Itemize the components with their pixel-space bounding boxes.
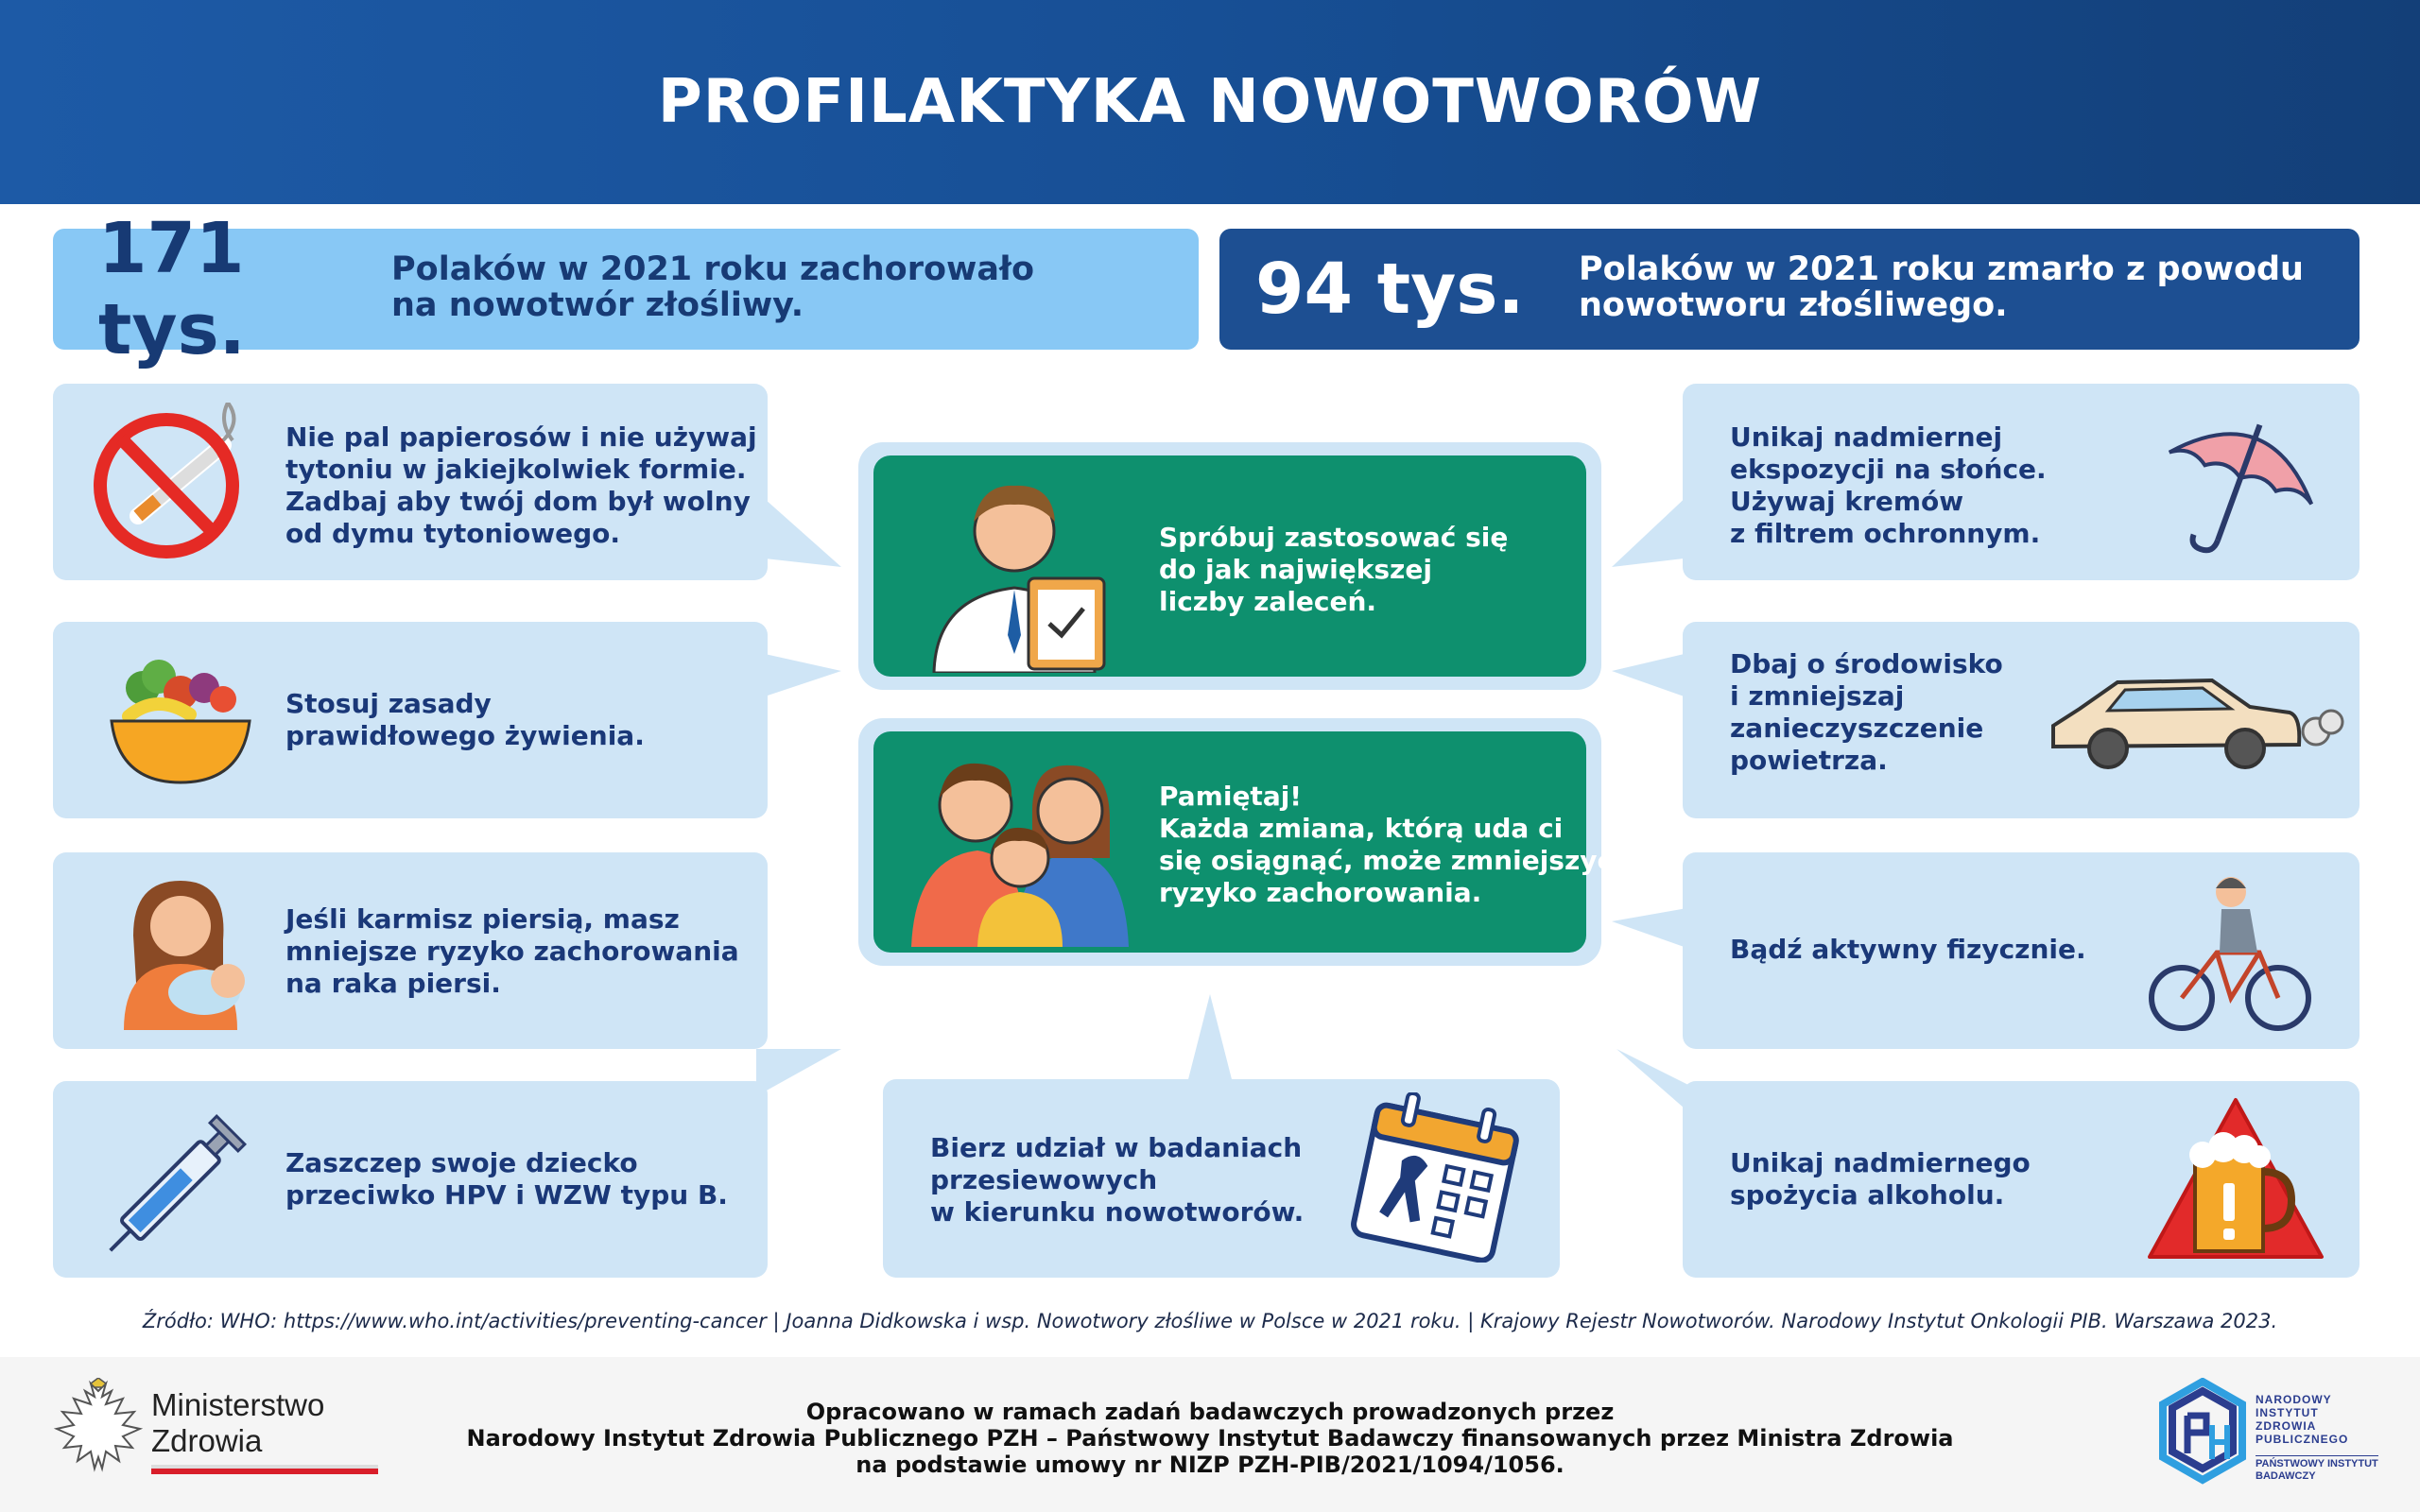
card-sun-protection-text: Unikaj nadmiernej ekspozycji na słońce. Używaj kremów z filtrem ochronnym. [1730, 421, 2047, 549]
stat-mortality-value: 94 tys. [1255, 249, 1525, 330]
food-bowl-icon [100, 641, 261, 801]
stat-incidence-value: 171 tys. [98, 208, 246, 370]
card-nutrition [53, 622, 768, 818]
ministry-name: Ministerstwo Zdrowia [151, 1387, 325, 1458]
center-doctor-text: Spróbuj zastosować się do jak największej liczby zaleceń. [1159, 522, 1509, 617]
nizp-pzh-logo [2155, 1378, 2392, 1491]
card-physical-activity [1683, 852, 2360, 1049]
card-screening-text: Bierz udział w badaniach przesiewowych w kierunku nowotworów. [930, 1132, 1305, 1228]
center-doctor-box [858, 442, 1601, 690]
family-icon [911, 745, 1129, 947]
umbrella-icon [2155, 403, 2325, 563]
calendar-ribbon-icon [1346, 1092, 1526, 1263]
breastfeeding-icon [100, 869, 261, 1035]
card-nutrition-text: Stosuj zasady prawidłowego żywienia. [285, 688, 645, 751]
pzh-subname: PAŃSTWOWY INSTYTUT BADAWCZY [2256, 1455, 2378, 1483]
stat-mortality-desc: Polaków w 2021 roku zmarło z powodu nowotworu złośliwego. [1579, 250, 2304, 324]
no-smoking-icon [81, 403, 270, 563]
footer-funding-text: Opracowano w ramach zadań badawczych prowadzonych przez Narodowy Instytut Zdrowia Publicznego PZH – Państwowy Instytut Badawczy finansowanych przez Ministra Zdrowia na podstawie umowy nr NIZP PZH-PIB/2021/1094/1056. [466, 1399, 1954, 1478]
card-breastfeeding-text: Jeśli karmisz piersią, masz mniejsze ryzyko zachorowania na raka piersi. [285, 903, 739, 999]
car-exhaust-icon [2042, 660, 2344, 782]
pzh-logo-icon [2155, 1378, 2250, 1491]
card-alcohol [1683, 1081, 2360, 1278]
syringe-icon [91, 1091, 270, 1270]
card-screening [883, 1079, 1560, 1278]
card-vaccination [53, 1081, 768, 1278]
card-environment [1683, 622, 2360, 818]
card-breastfeeding [53, 852, 768, 1049]
pzh-name: NARODOWY INSTYTUT ZDROWIA PUBLICZNEGO [2256, 1393, 2349, 1446]
center-family-inner [873, 731, 1614, 953]
footer [0, 1357, 2420, 1512]
card-sun-protection [1683, 384, 2360, 580]
center-family-text: Pamiętaj! Każda zmiana, którą uda ci się osiągnąć, może zmniejszyć ryzyko zachorowania. [1159, 781, 1614, 908]
card-physical-activity-text: Bądź aktywny fizycznie. [1730, 934, 2086, 965]
doctor-icon [915, 465, 1114, 673]
stat-incidence-desc: Polaków w 2021 roku zachorowało na nowotwór złośliwy. [391, 250, 1035, 324]
card-environment-text: Dbaj o środowisko i zmniejszaj zanieczyszczenie powietrza. [1730, 648, 2003, 776]
center-family-box [858, 718, 1614, 966]
card-alcohol-text: Unikaj nadmiernego spożycia alkoholu. [1730, 1147, 2031, 1211]
card-no-smoking [53, 384, 768, 580]
beer-warning-icon [2146, 1096, 2325, 1263]
source-note: Źródło: WHO: https://www.who.int/activities/preventing-cancer | Joanna Didkowska i wsp. Nowotwory złośliwe w Polsce w 2021 roku. | Krajowy Rejestr Nowotworów. Narodowy Instytut Onkologii PIB. Warszawa 2023. [142, 1310, 2278, 1332]
center-doctor-inner [873, 455, 1586, 677]
card-vaccination-text: Zaszczep swoje dziecko przeciwko HPV i WZW typu B. [285, 1147, 728, 1211]
card-no-smoking-text: Nie pal papierosów i nie używaj tytoniu w jakiejkolwiek formie. Zadbaj aby twój dom był wolny od dymu tytoniowego. [285, 421, 757, 549]
page-title: PROFILAKTYKA NOWOTWORÓW [657, 67, 1763, 137]
cyclist-icon [2136, 868, 2316, 1038]
